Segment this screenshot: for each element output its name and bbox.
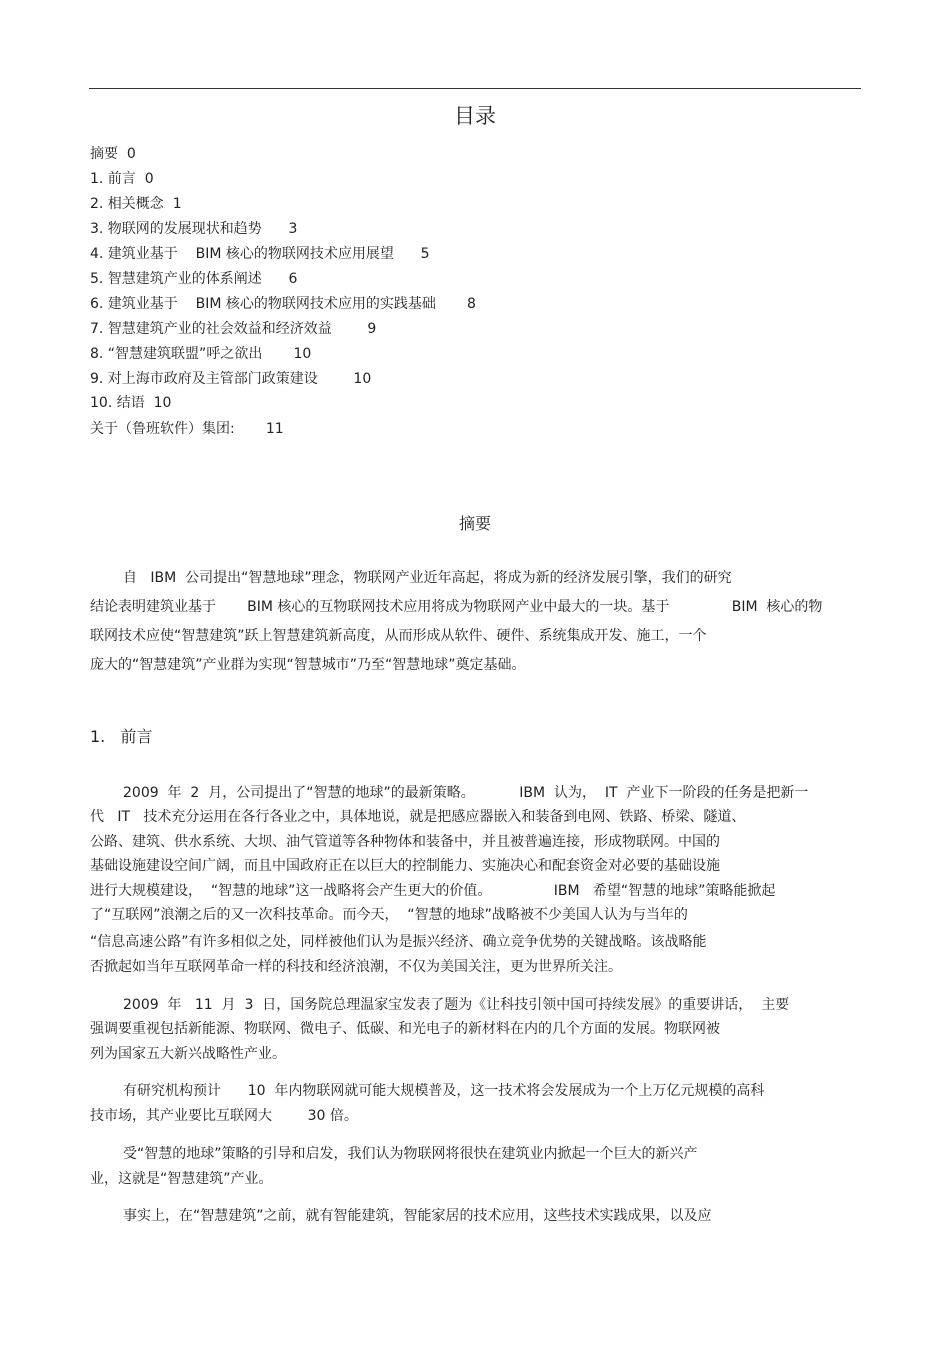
toc-entry: 6. 建筑业基于 BIM 核心的物联网技术应用的实践基础 8 bbox=[90, 296, 476, 312]
toc-entry: 10. 结语 10 bbox=[90, 395, 172, 411]
abstract-line: 自 IBM 公司提出“智慧地球”理念，物联网产业近年高起，将成为新的经济发展引擎，我们的研究 bbox=[123, 570, 732, 586]
paragraph-line: 有研究机构预计 10 年内物联网就可能大规模普及，这一技术将会发展成为一个上万亿元规模的高科 bbox=[123, 1083, 765, 1099]
paragraph-line: 代 IT 技术充分运用在各行各业之中，具体地说，就是把感应器嵌入和装备到电网、铁路、桥梁、隧道、 bbox=[90, 809, 746, 825]
abstract-line: 结论表明建筑业基于 BIM 核心的互物联网技术应用将成为物联网产业中最大的一块。基于 BIM 核心的物 bbox=[90, 599, 823, 615]
paragraph-line: 公路、建筑、供水系统、大坝、油气管道等各种物体和装备中，并且被普遍连接，形成物联网。中国的 bbox=[90, 834, 720, 850]
toc-entry: 7. 智慧建筑产业的社会效益和经济效益 9 bbox=[90, 321, 377, 337]
paragraph-line: 业，这就是“智慧建筑”产业。 bbox=[90, 1171, 273, 1187]
paragraph-line: 2009 年 11 月 3 日，国务院总理温家宝发表了题为《让科技引领中国可持续发展》的重要讲话， 主要 bbox=[123, 997, 790, 1013]
toc-entry: 3. 物联网的发展现状和趋势 3 bbox=[90, 221, 298, 237]
paragraph-line: 否掀起如当年互联网革命一样的科技和经济浪潮，不仅为美国关注，更为世界所关注。 bbox=[90, 959, 622, 975]
toc-entry: 关于（鲁班软件）集团: 11 bbox=[90, 421, 284, 437]
paragraph-line: 强调要重视包括新能源、物联网、微电子、低碳、和光电子的新材料在内的几个方面的发展。物联网被 bbox=[90, 1021, 720, 1037]
toc-entry: 9. 对上海市政府及主管部门政策建设 10 bbox=[90, 371, 372, 387]
toc-entry: 1. 前言 0 bbox=[90, 171, 154, 187]
paragraph-line: 技市场，其产业要比互联网大 30 倍。 bbox=[90, 1108, 358, 1124]
toc-entry: 2. 相关概念 1 bbox=[90, 196, 182, 212]
paragraph-line: 列为国家五大新兴战略性产业。 bbox=[90, 1046, 286, 1062]
toc-entry: 8. “智慧建筑联盟”呼之欲出 10 bbox=[90, 346, 312, 362]
paragraph-line: 了“互联网”浪潮之后的又一次科技革命。而今天， “智慧的地球”战略被不少美国人认为与当年的 bbox=[90, 907, 688, 923]
abstract-title: 摘要 bbox=[458, 514, 491, 533]
paragraph-line: “信息高速公路”有许多相似之处，同样被他们认为是振兴经济、确立竞争优势的关键战略。该战略能 bbox=[90, 934, 707, 950]
toc-entry: 摘要 0 bbox=[90, 146, 136, 162]
paragraph-line: 事实上，在“智慧建筑”之前，就有智能建筑，智能家居的技术应用，这些技术实践成果，以及应 bbox=[123, 1208, 712, 1224]
section-heading: 1. 前言 bbox=[90, 727, 153, 746]
paragraph-line: 受“智慧的地球”策略的引导和启发，我们认为物联网将很快在建筑业内掀起一个巨大的新兴产 bbox=[123, 1146, 698, 1162]
paragraph-line: 基础设施建设空间广阔，而且中国政府正在以巨大的控制能力、实施决心和配套资金对必要的基础设施 bbox=[90, 858, 720, 874]
paragraph-line: 进行大规模建设， “智慧的地球”这一战略将会产生更大的价值。 IBM 希望“智慧的地球”策略能掀起 bbox=[90, 883, 776, 899]
paragraph-line: 2009 年 2 月，公司提出了“智慧的地球”的最新策略。 IBM 认为， IT 产业下一阶段的任务是把新一 bbox=[123, 785, 809, 801]
abstract-line: 庞大的“智慧建筑”产业群为实现“智慧城市”乃至“智慧地球”奠定基础。 bbox=[90, 657, 526, 673]
toc-title: 目录 bbox=[454, 104, 496, 128]
toc-entry: 4. 建筑业基于 BIM 核心的物联网技术应用展望 5 bbox=[90, 246, 430, 262]
toc-entry: 5. 智慧建筑产业的体系阐述 6 bbox=[90, 271, 298, 287]
header-rule bbox=[89, 88, 861, 89]
abstract-line: 联网技术应使“智慧建筑”跃上智慧建筑新高度，从而形成从软件、硬件、系统集成开发、施工，一个 bbox=[90, 628, 707, 644]
